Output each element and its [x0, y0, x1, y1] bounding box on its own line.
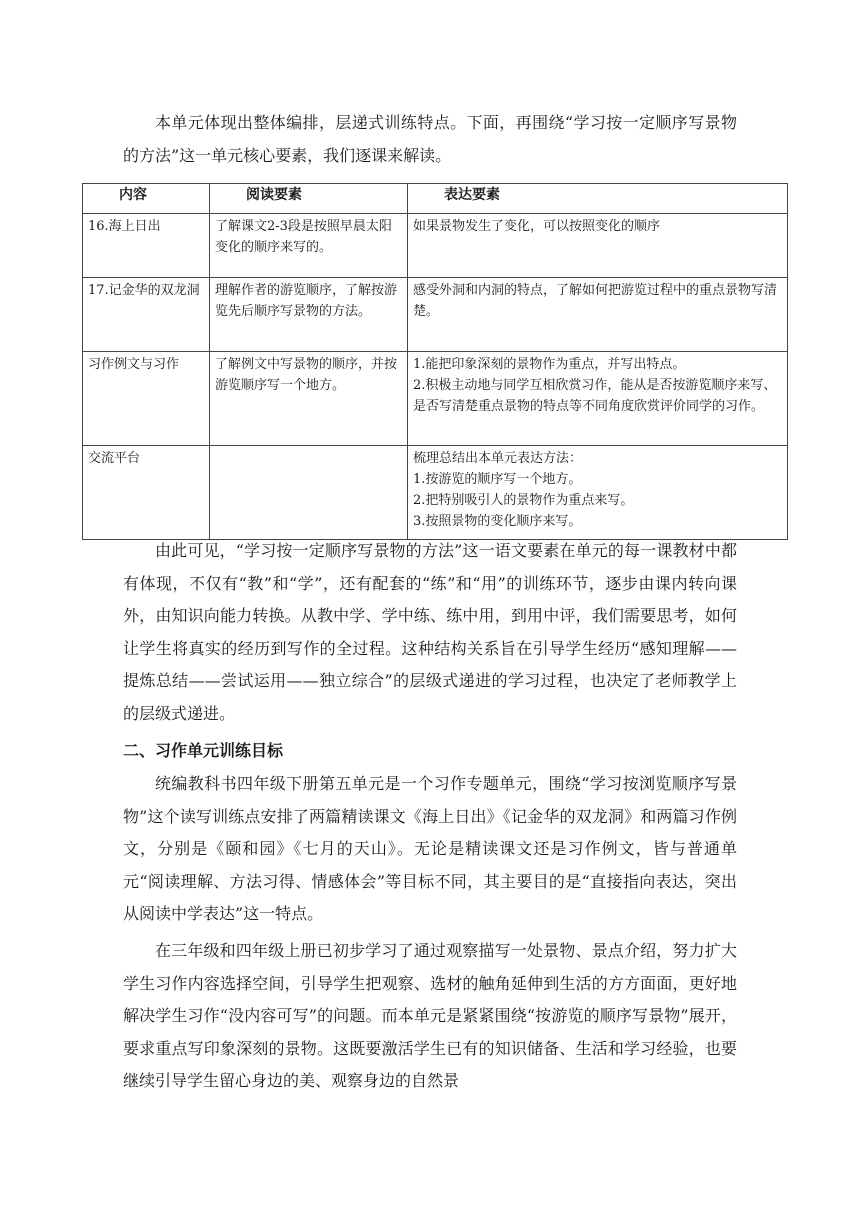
- expression-line: 1.能把印象深刻的景物作为重点，并写出特点。: [413, 357, 686, 372]
- table-row: [83, 214, 788, 278]
- table-row: [83, 446, 788, 540]
- row-reading: 了解课文2-3段是按照早晨太阳变化的顺序来写的。: [210, 214, 408, 278]
- expression-line: 感受外洞和内洞的特点，了解如何把游览过程中的重点景物写清楚。: [413, 283, 778, 319]
- row-expression: [408, 446, 788, 540]
- table-row: [83, 278, 788, 352]
- header-reading: 阅读要素: [210, 184, 408, 214]
- expression-line: 梳理总结出本单元表达方法：: [413, 451, 583, 466]
- row-reading: [210, 446, 408, 540]
- row-content: 习作例文与习作: [83, 352, 210, 446]
- expression-line: 2.把特别吸引人的景物作为重点来写。: [413, 493, 634, 508]
- section-heading: 二、习作单元训练目标: [123, 741, 284, 760]
- expression-line: 3.按照景物的变化顺序来写。: [413, 514, 582, 529]
- goals-paragraph: 在三年级和四年级上册已初步学习了通过观察描写一处景物、景点介绍，努力扩大学生习作内容选择空间，引导学生把观察、选材的触角延伸到生活的方方面面，更好地解决学生习作“没内容可写”的问题。而本单元是紧紧围绕“按游览的顺序写景物”展开，要求重点写印象深刻的景物。这既要激活学生已有的知识储备、生活和学习经验，也要继续引导学生留心身边的美、观察身边的自然景: [123, 941, 737, 1090]
- row-reading: 了解例文中写景物的顺序，并按游览顺序写一个地方。: [210, 352, 408, 446]
- intro-paragraph: 本单元体现出整体编排，层递式训练特点。下面，再围绕“学习按一定顺序写景物的方法”这一单元核心要素，我们逐课来解读。: [123, 113, 737, 165]
- expression-line: 1.按游览的顺序写一个地方。: [413, 472, 582, 487]
- row-expression: [408, 278, 788, 352]
- lesson-elements-table: [82, 183, 788, 540]
- unit-description-paragraph: 统编教科书四年级下册第五单元是一个习作专题单元，围绕“学习按浏览顺序写景物”这个读写训练点安排了两篇精读课文《海上日出》《记金华的双龙洞》和两篇习作例文，分别是《颐和园》《七月的天山》。无论是精读课文还是习作例文，皆与普通单元“阅读理解、方法习得、情感体会”等目标不同，其主要目的是“直接指向表达，突出从阅读中学表达”这一特点。: [123, 774, 737, 923]
- header-content: 内容: [83, 184, 210, 214]
- summary-paragraph: 由此可见，“学习按一定顺序写景物的方法”这一语文要素在单元的每一课教材中都有体现，不仅有“教”和“学”，还有配套的“练”和“用”的训练环节，逐步由课内转向课外，由知识向能力转换。从教中学、学中练、练中用，到用中评，我们需要思考，如何让学生将真实的经历到写作的全过程。这种结构关系旨在引导学生经历“感知理解——提炼总结——尝试运用——独立综合”的层级式递进的学习过程，也决定了老师教学上的层级式递进。: [123, 541, 737, 723]
- row-reading: 理解作者的游览顺序，了解按游览先后顺序写景物的方法。: [210, 278, 408, 352]
- expression-line: 如果景物发生了变化，可以按照变化的顺序: [413, 219, 661, 234]
- row-expression: [408, 214, 788, 278]
- row-content: 16.海上日出: [83, 214, 210, 278]
- table-header-row: [83, 184, 788, 214]
- expression-line: 2.积极主动地与同学互相欣赏习作，能从是否按游览顺序来写、是否写清楚重点景物的特点等不同角度欣赏评价同学的习作。: [413, 378, 777, 414]
- table-row: [83, 352, 788, 446]
- header-expression: 表达要素: [408, 184, 788, 214]
- row-expression: [408, 352, 788, 446]
- row-content: 17.记金华的双龙洞: [83, 278, 210, 352]
- row-content: 交流平台: [83, 446, 210, 540]
